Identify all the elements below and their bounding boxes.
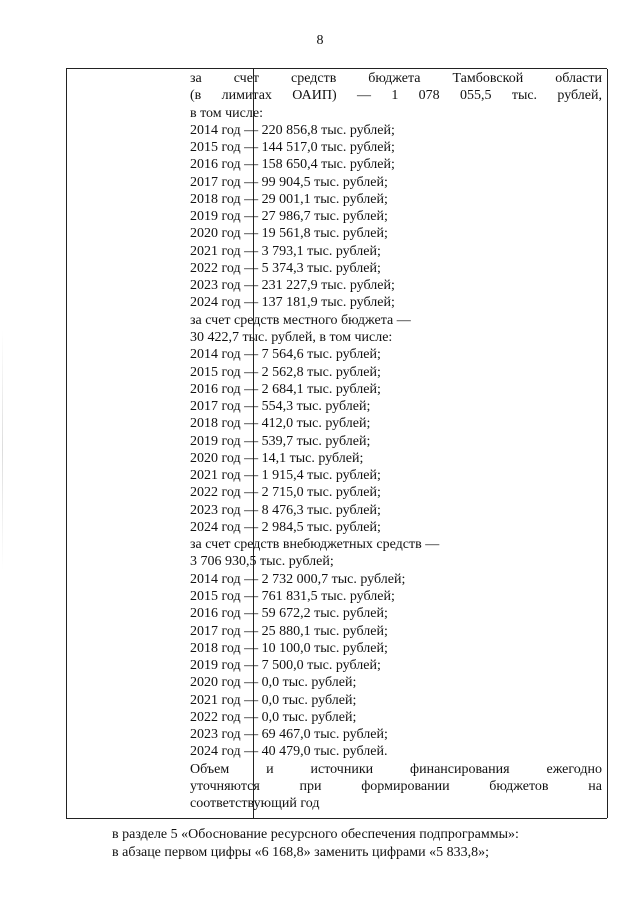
year-amount-line: 2016 год — 2 684,1 тыс. рублей; [190,381,381,397]
year-amount-line: 2019 год — 539,7 тыс. рублей; [190,433,371,449]
note-line: уточняются при формировании бюджетов на [190,778,602,794]
extrabudget-heading: за счет средств внебюджетных средств — [190,537,440,553]
local-budget-heading: за счет средств местного бюджета — [190,312,411,328]
year-amount-line: 2014 год — 220 856,8 тыс. рублей; [190,122,395,138]
local-budget-list [190,346,602,536]
extrabudget-total: 3 706 930,5 тыс. рублей; [190,554,334,570]
amendment-text [112,826,602,862]
year-amount-line: 2017 год — 554,3 тыс. рублей; [190,399,371,415]
year-amount-line: 2017 год — 99 904,5 тыс. рублей; [190,174,388,190]
scan-margin-mark [2,330,3,570]
year-amount-line: 2018 год — 412,0 тыс. рублей; [190,416,371,432]
year-amount-line: 2019 год — 7 500,0 тыс. рублей; [190,658,381,674]
year-amount-line: 2024 год — 2 984,5 тыс. рублей; [190,519,381,535]
extrabudget-list [190,571,602,761]
year-amount-line: 2021 год — 0,0 тыс. рублей; [190,692,357,708]
year-amount-line: 2016 год — 158 650,4 тыс. рублей; [190,157,395,173]
year-amount-line: 2024 год — 137 181,9 тыс. рублей; [190,295,395,311]
year-amount-line: 2015 год — 2 562,8 тыс. рублей; [190,364,381,380]
year-amount-line: 2023 год — 8 476,3 тыс. рублей; [190,502,381,518]
year-amount-line: 2020 год — 14,1 тыс. рублей; [190,450,364,466]
intro-line: (в лимитах ОАИП) — 1 078 055,5 тыс. рублей, [190,88,602,104]
year-amount-line: 2015 год — 144 517,0 тыс. рублей; [190,140,395,156]
year-amount-line: 2014 год — 2 732 000,7 тыс. рублей; [190,571,406,587]
year-amount-line: 2022 год — 2 715,0 тыс. рублей; [190,485,381,501]
year-amount-line: 2024 год — 40 479,0 тыс. рублей. [190,744,388,760]
regional-budget-list [190,122,602,312]
amendment-line: в абзаце первом цифры «6 168,8» заменить цифрами «5 833,8»; [112,845,489,860]
year-amount-line: 2017 год — 25 880,1 тыс. рублей; [190,623,388,639]
year-amount-line: 2016 год — 59 672,2 тыс. рублей; [190,606,388,622]
year-amount-line: 2015 год — 761 831,5 тыс. рублей; [190,588,395,604]
note-line: Объем и источники финансирования ежегодно [190,761,602,777]
note-line: соответствующий год [190,796,320,812]
year-amount-line: 2023 год — 69 467,0 тыс. рублей; [190,727,388,743]
year-amount-line: 2021 год — 3 793,1 тыс. рублей; [190,243,381,259]
year-amount-line: 2014 год — 7 564,6 тыс. рублей; [190,347,381,363]
year-amount-line: 2023 год — 231 227,9 тыс. рублей; [190,278,395,294]
year-amount-line: 2018 год — 10 100,0 тыс. рублей; [190,640,388,656]
year-amount-line: 2021 год — 1 915,4 тыс. рублей; [190,468,381,484]
local-budget-total: 30 422,7 тыс. рублей, в том числе: [190,329,393,345]
year-amount-line: 2020 год — 0,0 тыс. рублей; [190,675,357,691]
year-amount-line: 2022 год — 5 374,3 тыс. рублей; [190,260,381,276]
intro-line: за счет средств бюджета Тамбовской области [190,71,602,86]
year-amount-line: 2020 год — 19 561,8 тыс. рублей; [190,226,388,242]
amendment-line: в разделе 5 «Обоснование ресурсного обеспечения подпрограммы»: [112,827,519,842]
year-amount-line: 2022 год — 0,0 тыс. рублей; [190,709,357,725]
year-amount-line: 2018 год — 29 001,1 тыс. рублей; [190,191,388,207]
page-number: 8 [316,33,324,48]
intro-line: в том числе: [190,105,263,121]
funding-text [190,70,602,812]
year-amount-line: 2019 год — 27 986,7 тыс. рублей; [190,209,388,225]
